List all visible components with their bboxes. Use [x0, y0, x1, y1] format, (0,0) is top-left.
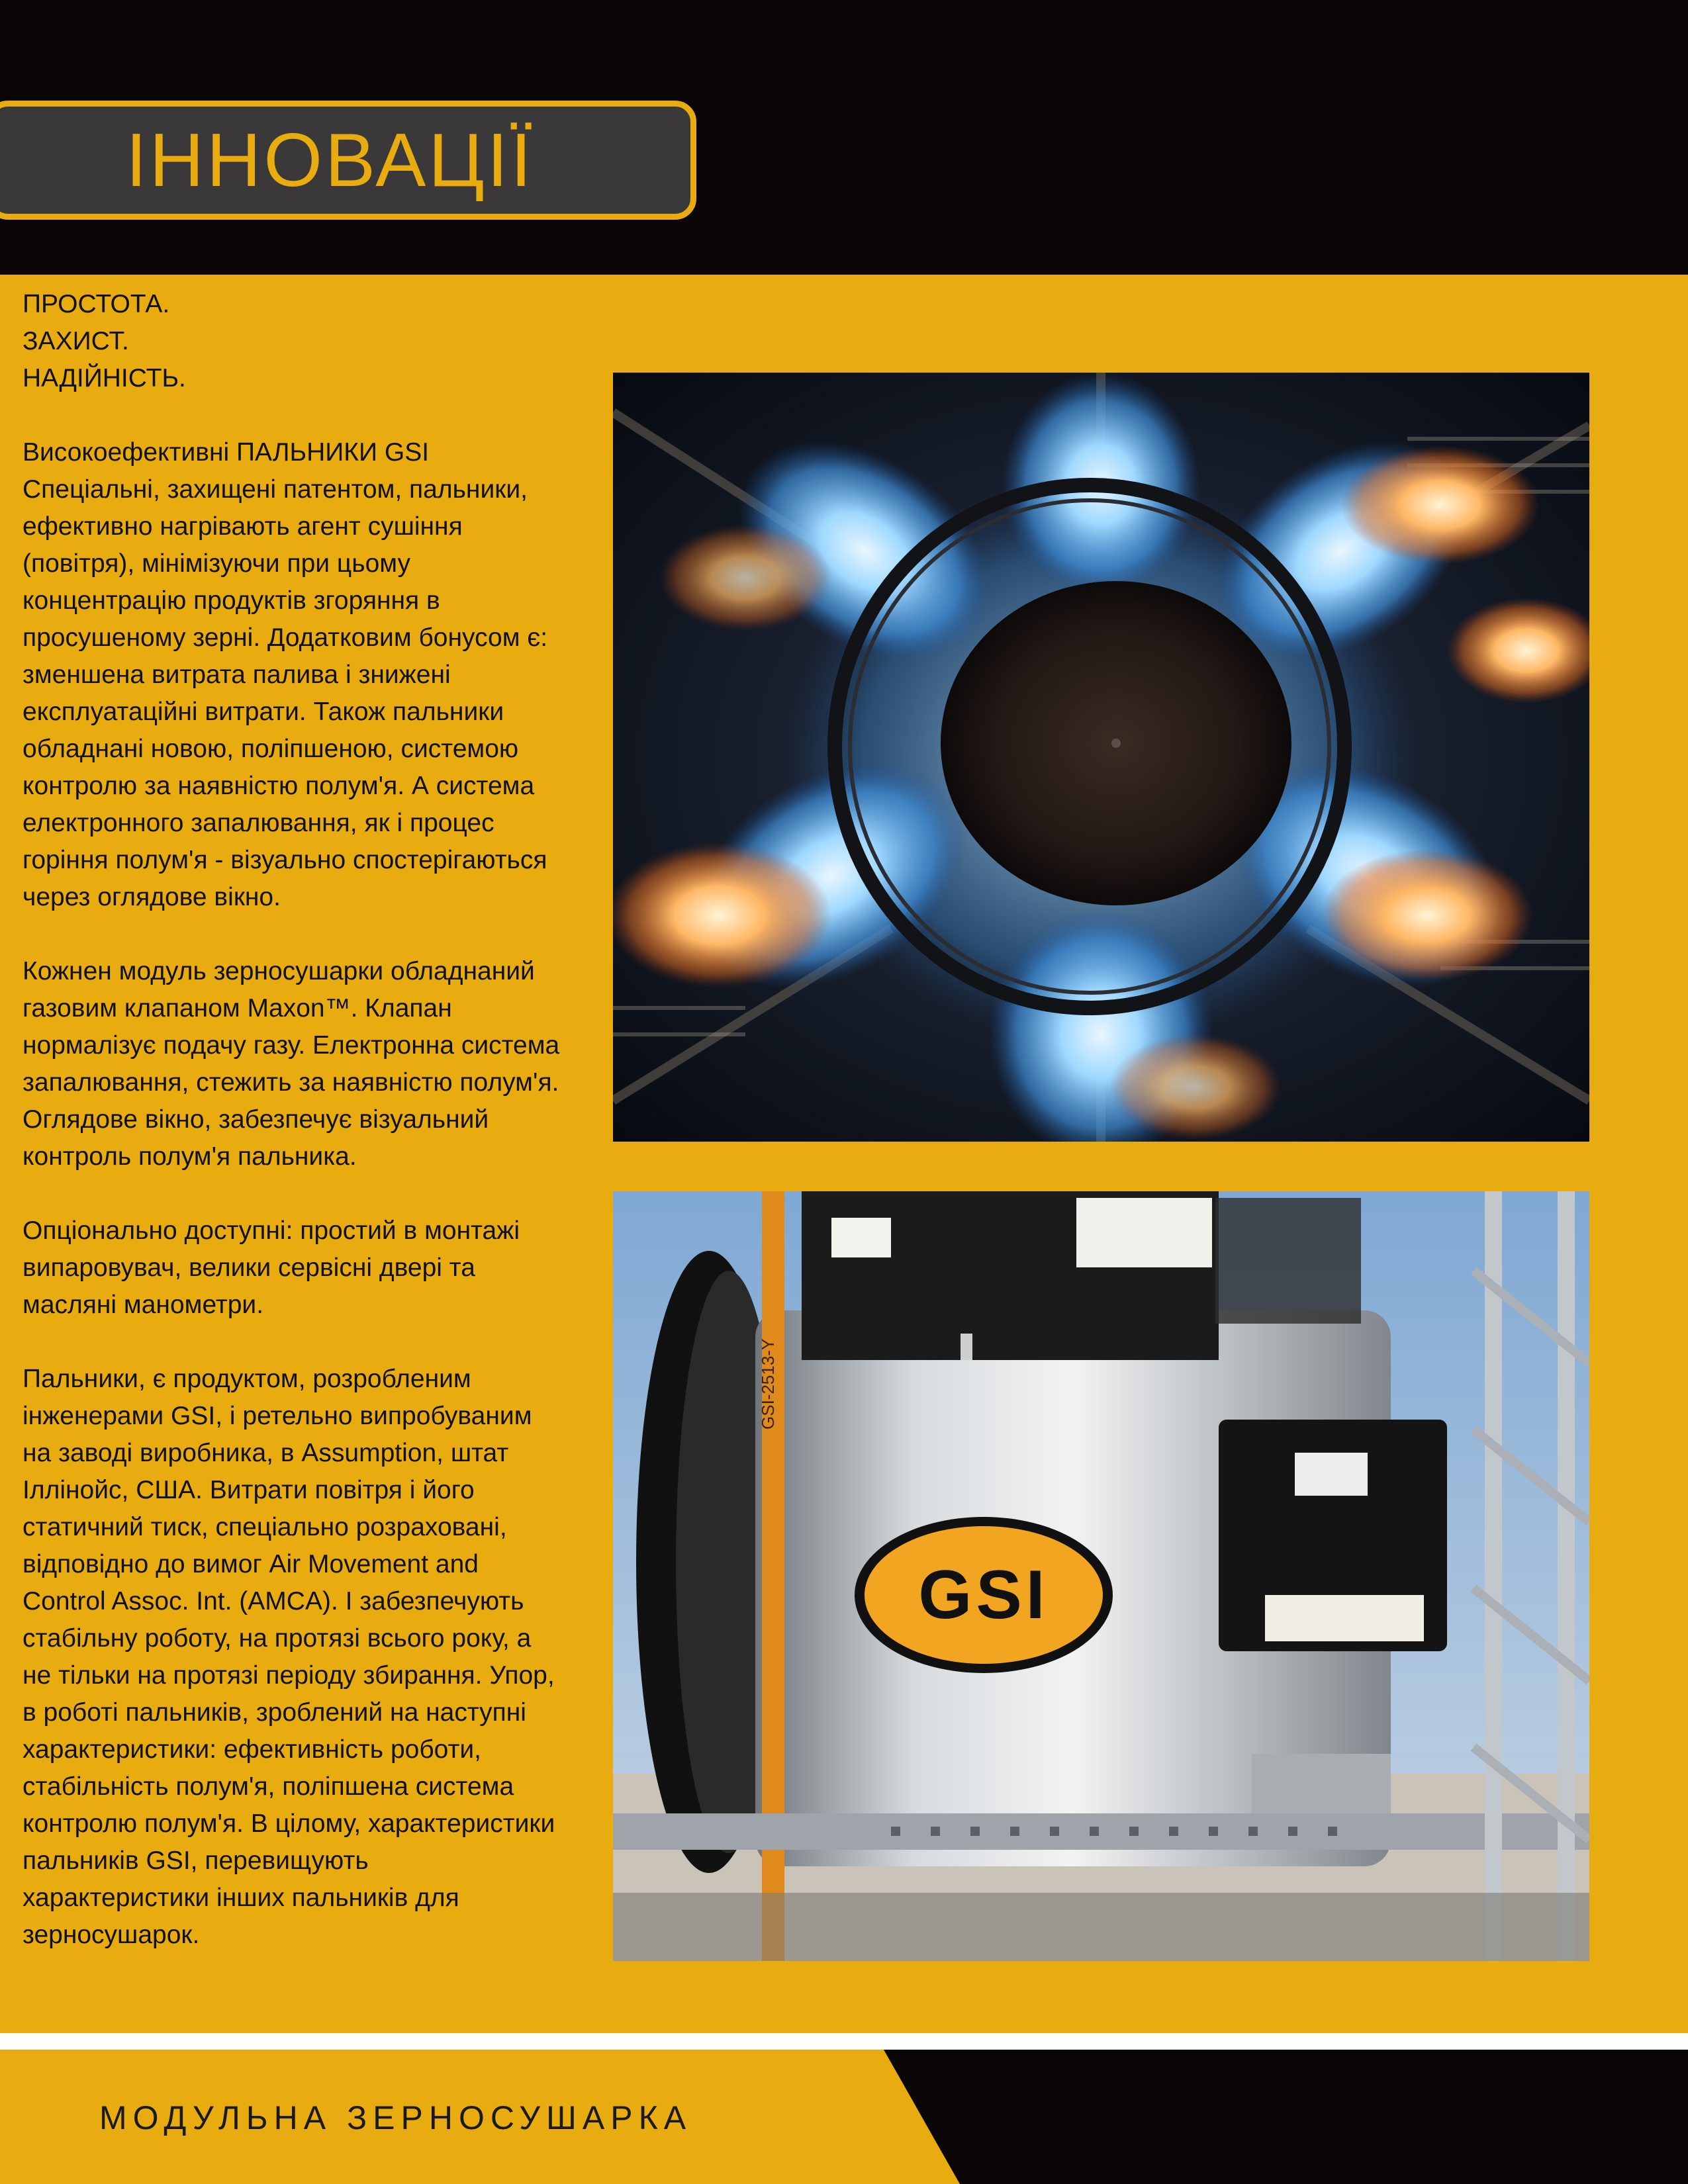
engineering-paragraph: Пальники, є продуктом, розробленим інженерами GSI, і ретельно випробуваним на заводі виробника, в Assumption, штат Іллінойс, США. Витрати повітря і його статичний тиск, спеціально розраховані, відповідно до вимог Air Movement and Control Assoc. Int. (AMCA). І забезпечують стабільну роботу, на протязі всього року, а не тільки на протязі періоду збирання. Упор, в роботі пальників, зроблений на наступні характеристики: ефективність роботи, стабільність полум'я, поліпшена система контролю полум'я. В цілому, характеристики пальників GSI, перевищують характеристики інших пальників для зерносушарок. [23, 1365, 555, 1949]
body-text-column [23, 286, 605, 1991]
options-paragraph: Опціонально доступні: простий в монтажі випаровувач, велики сервісні двері та масляні манометри. [23, 1216, 520, 1319]
footer-label: МОДУЛЬНА ЗЕРНОСУШАРКА [99, 2099, 692, 2136]
dryer-module-photo [613, 1191, 1589, 1961]
slogan-paragraph: ПРОСТОТА. ЗАХИСТ. НАДІЙНІСТЬ. [23, 290, 186, 392]
burner-flame-photo [613, 373, 1589, 1142]
burners-paragraph: Високоефективні ПАЛЬНИКИ GSI Спеціальні, захищені патентом, пальники, ефективно нагрівають агент сушіння (повітря), мінімізуючи при цьому концентрацію продуктів згоряння в просушеному зерні. Додатковим бонусом є: зменшена витрата палива і знижені експлуатаційні витрати. Також пальники обладнані новою, поліпшеною, системою контролю за наявністю полум'я. А система електронного запалювання, як і процес горіння полум'я - візуально спостерігаються через оглядове вікно. [23, 438, 548, 911]
equipment-tag: GSI-2513-Y [758, 1338, 778, 1430]
gas-valve-paragraph: Кожнен модуль зерносушарки обладнаний газовим клапаном Maxon™. Клапан нормалізує подачу газу. Електронна система запалювання, стежить за наявністю полум'я. Оглядове вікно, забезпечує візуальний контроль полум'я пальника. [23, 957, 560, 1171]
page-title: ІННОВАЦІЇ [126, 118, 534, 203]
gsi-logo: GSI [918, 1557, 1049, 1633]
divider-stripe [0, 2033, 1688, 2050]
